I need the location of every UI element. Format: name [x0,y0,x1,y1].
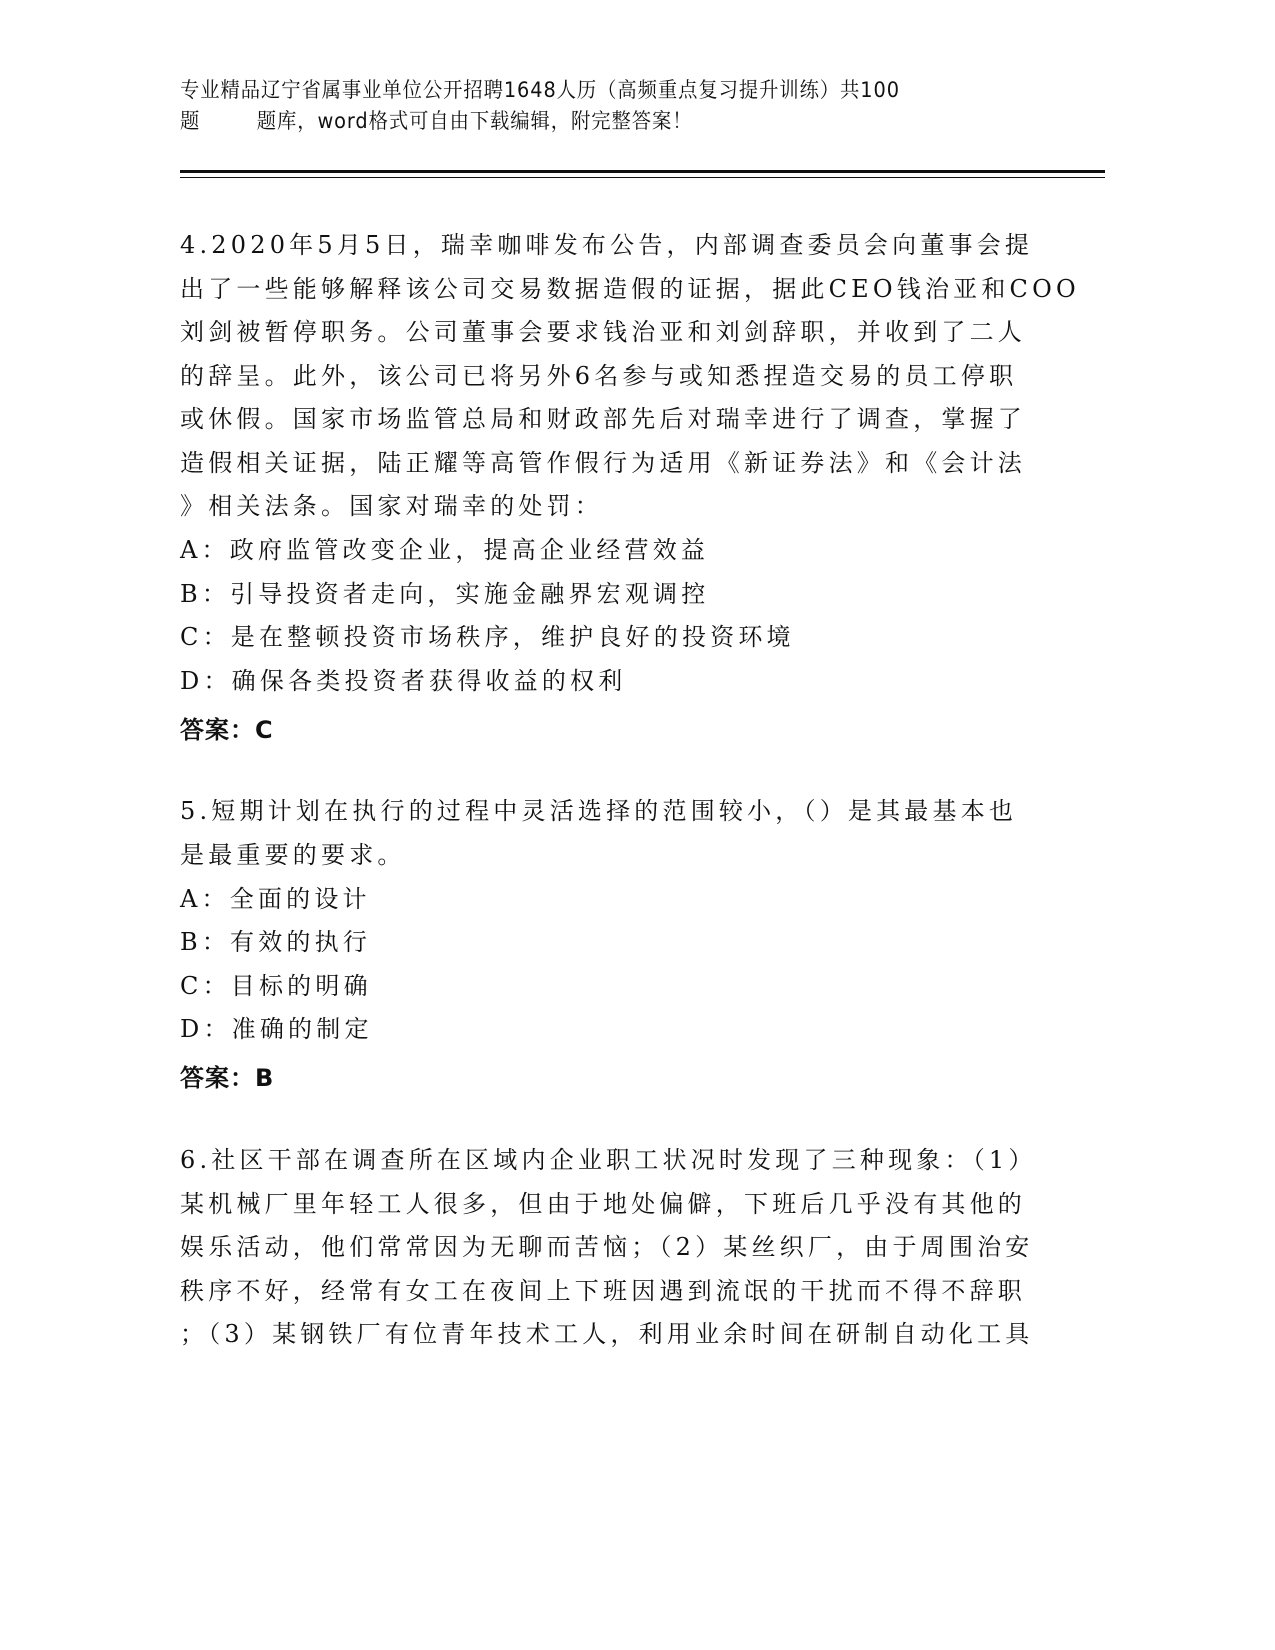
question-text: 刘剑被暂停职务。公司董事会要求钱治亚和刘剑辞职，并收到了二人 [180,318,1026,346]
answer: 答案：C [180,716,274,744]
question-text: 5.短期计划在执行的过程中灵活选择的范围较小，（）是其最基本也 [180,797,1018,825]
question-text: 秩序不好，经常有女工在夜间上下班因遇到流氓的干扰而不得不辞职 [180,1277,1026,1305]
question-text: 4.2020年5月5日，瑞幸咖啡发布公告，内部调查委员会向董事会提 [180,231,1034,259]
question-text: 6.社区干部在调查所在区域内企业职工状况时发现了三种现象：（1） [180,1146,1037,1174]
option-a: A：全面的设计 [180,885,371,913]
option-b: B：有效的执行 [180,928,372,956]
question-text: 是最重要的要求。 [180,841,406,869]
question-text: 造假相关证据，陆正耀等高管作假行为适用《新证券法》和《会计法 [180,449,1026,477]
header-divider-thin [180,177,1105,178]
option-a: A：政府监管改变企业，提高企业经营效益 [180,536,710,564]
question-text: 的辞呈。此外，该公司已将另外6名参与或知悉捏造交易的员工停职 [180,362,1018,390]
option-b: B：引导投资者走向，实施金融界宏观调控 [180,580,710,608]
question-text: 娱乐活动，他们常常因为无聊而苦恼；（2）某丝织厂，由于周围治安 [180,1233,1034,1261]
answer: 答案：B [180,1064,275,1092]
header-title-line-2: 题 题库，word格式可自由下载编辑，附完整答案！ [180,109,693,133]
option-d: D：确保各类投资者获得收益的权利 [180,667,627,695]
header-divider [180,170,1105,173]
option-c: C：目标的明确 [180,972,372,1000]
header-title-line-1: 专业精品辽宁省属事业单位公开招聘1648人历（高频重点复习提升训练）共100 [180,78,900,102]
question-text: 出了一些能够解释该公司交易数据造假的证据，据此CEO钱治亚和COO [180,275,1080,303]
option-d: D：准确的制定 [180,1015,373,1043]
question-text: 或休假。国家市场监管总局和财政部先后对瑞幸进行了调查，掌握了 [180,405,1026,433]
question-text: 》相关法条。国家对瑞幸的处罚： [180,492,603,520]
question-text: ；（3）某钢铁厂有位青年技术工人，利用业余时间在研制自动化工具 [180,1320,1034,1348]
option-c: C：是在整顿投资市场秩序，维护良好的投资环境 [180,623,795,651]
question-text: 某机械厂里年轻工人很多，但由于地处偏僻，下班后几乎没有其他的 [180,1190,1026,1218]
